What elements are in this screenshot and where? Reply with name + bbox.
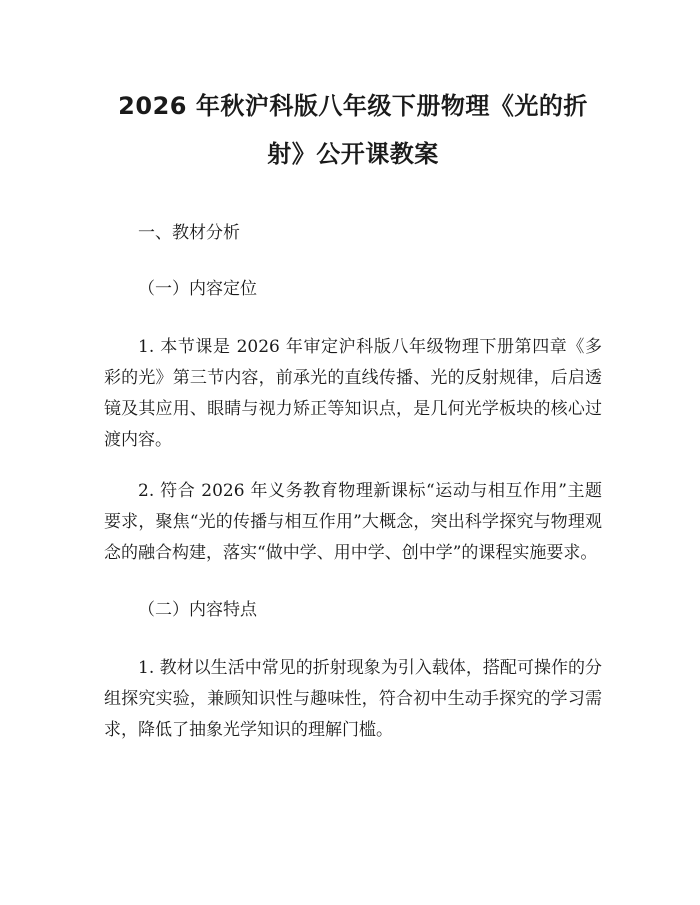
paragraph-features-1: 1. 教材以生活中常见的折射现象为引入载体，搭配可操作的分组探究实验，兼顾知识性与趣味性，符合初中生动手探究的学习需求，降低了抽象光学知识的理解门槛。 [104,658,602,740]
document-title [104,82,602,178]
document-title-line-1: 2026 年秋沪科版八年级下册物理《光的折 [118,92,588,120]
subsection-heading-content-positioning: （一）内容定位 [138,279,257,299]
section-heading-teaching-material-analysis: 一、教材分析 [138,223,240,243]
subsection-heading-content-features: （二）内容特点 [138,600,257,620]
paragraph-positioning-2: 2. 符合 2026 年义务教育物理新课标“运动与相互作用”主题要求，聚焦“光的传播与相互作用”大概念，突出科学探究与物理观念的融合构建，落实“做中学、用中学、创中学”的课程实施要求。 [104,481,602,563]
document-title-line-2: 射》公开课教案 [267,140,439,168]
paragraph-positioning-1: 1. 本节课是 2026 年审定沪科版八年级物理下册第四章《多彩的光》第三节内容，前承光的直线传播、光的反射规律，后启透镜及其应用、眼睛与视力矫正等知识点，是几何光学板块的核心过渡内容。 [104,337,602,450]
